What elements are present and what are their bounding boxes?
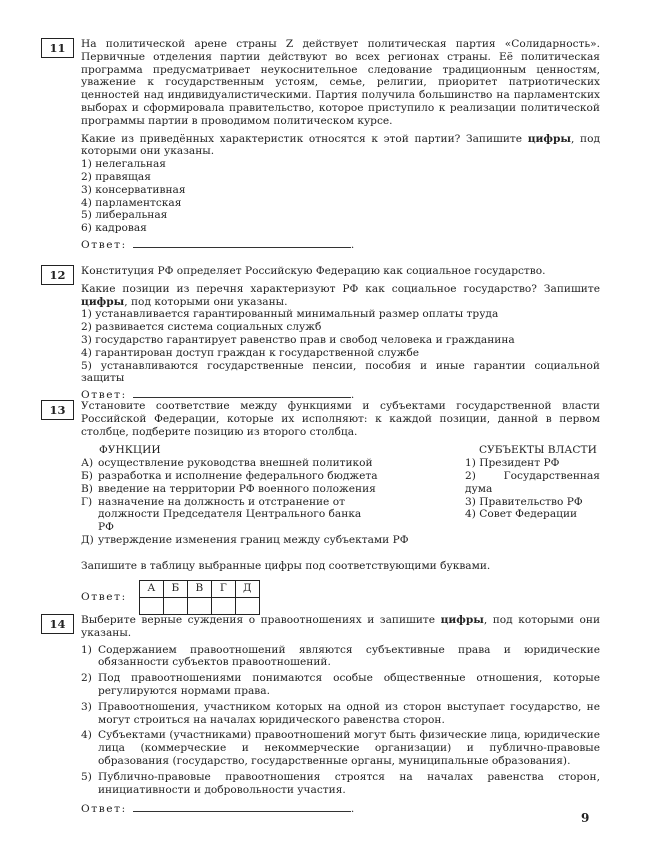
table-answer-cell[interactable] [187, 597, 211, 614]
column-header: ФУНКЦИИ [99, 444, 161, 457]
subject-item: 3) Правительство РФ [465, 495, 583, 508]
functions-column [81, 444, 441, 546]
task-number-box: 12 [41, 265, 74, 285]
option-item: 2) правящая [81, 170, 151, 183]
table-header-cell: В [187, 580, 211, 597]
option-item: 5) либеральная [81, 209, 168, 222]
answer-field[interactable]: Ответ: . [81, 803, 356, 816]
option-item: 4) гарантирован доступ граждан к государственной службе [81, 346, 420, 359]
table-header-cell: Б [163, 580, 187, 597]
table-instruction: Запишите в таблицу выбранные цифры под соответствующими буквами. [81, 559, 491, 572]
task-intro: Установите соответствие между функциями и субъектами государственной власти Российской Федерации, которые их исполняют: к каждой позиции, данной в первом столбце, подберите позицию из второго столбца. [81, 400, 600, 438]
option-item: 3) государство гарантирует равенство прав и свобод человека и гражданина [81, 333, 515, 346]
option-item: 6) кадровая [81, 222, 147, 235]
task-12 [41, 265, 601, 402]
table-header-cell: Г [211, 580, 235, 597]
subjects-column [465, 444, 600, 546]
column-header: СУБЪЕКТЫ ВЛАСТИ [479, 444, 597, 457]
matching-columns [81, 444, 600, 546]
option-item: 5) устанавливаются государственные пенсии, пособия и иные гарантии социальной защиты [81, 359, 600, 385]
table-header-cell: Д [235, 580, 259, 597]
answer-line[interactable] [133, 239, 351, 248]
subject-item: 2) Государственная дума [465, 469, 600, 495]
option-item: 1) нелегальная [81, 158, 166, 171]
answer-table-row: Ответ: А Б В Г Д [81, 580, 600, 615]
function-item: Б) разработка и исполнение федерального бюджета [81, 469, 378, 482]
task-number-box: 11 [41, 38, 74, 58]
options-list [81, 308, 600, 385]
function-item: В) введение на территории РФ военного положения [81, 482, 376, 495]
task-number-box: 14 [41, 614, 74, 634]
options-list [81, 158, 600, 235]
answer-line[interactable] [133, 803, 351, 812]
table-answer-cell[interactable] [163, 597, 187, 614]
table-answer-cell[interactable] [211, 597, 235, 614]
page-number: 9 [581, 811, 590, 825]
function-item: Г) назначение на должность и отстранение от должности Председателя Центрального банка РФ [81, 495, 362, 534]
option-item: 4) парламентская [81, 196, 182, 209]
subject-item: 4) Совет Федерации [465, 508, 578, 521]
statement-item: 2) Под правоотношениями понимаются особые общественные отношения, которые регулируются нормами права. [81, 672, 600, 697]
statement-item: 3) Правоотношения, участником которых на одной из сторон выступает государство, не могут строиться на началах юридического равенства сторон. [81, 700, 600, 726]
option-item: 2) развивается система социальных служб [81, 321, 322, 334]
statement-item: 5) Публично-правовые правоотношения строятся на началах равенства сторон, инициативности и добровольности участия. [81, 770, 600, 796]
task-11 [41, 38, 601, 252]
task-intro: На политической арене страны Z действует политическая партия «Солидарность». Первичные отделения партии действуют во всех регионах страны. Её политическая программа предусматривает неукоснительное следование традиционным ценностям, уважение к государственным устоям, семье, религии, приоритет патриотических ценностей над индивидуалистическими. Партия получила большинство на парламентских выборах и сформировала правительство, которое приступило к реализации политической программы партии в проводимом политическом курсе. [81, 38, 600, 127]
subject-item: 1) Президент РФ [465, 457, 560, 470]
answer-line[interactable] [133, 389, 351, 398]
task-13 [41, 400, 601, 615]
task-question: Какие из приведённых характеристик относятся к этой партии? Запишите цифры, под которыми они указаны. [81, 132, 600, 158]
statement-item: 1) Содержанием правоотношений являются субъективные права и юридические обязанности субъектов правоотношений. [81, 643, 600, 669]
table-header-cell: А [139, 580, 163, 597]
task-intro: Конституция РФ определяет Российскую Федерацию как социальное государство. [81, 265, 546, 277]
task-number-box: 13 [41, 400, 74, 420]
answer-field[interactable]: Ответ: . [81, 238, 356, 251]
task-question: Выберите верные суждения о правоотношениях и запишите цифры, под которыми они указаны. [81, 614, 600, 639]
function-item: А) осуществление руководства внешней политикой [81, 457, 373, 470]
task-14 [41, 614, 601, 816]
answer-field[interactable]: Ответ: . [81, 389, 356, 402]
function-item: Д) утверждение изменения границ между субъектами РФ [81, 533, 409, 546]
table-answer-cell[interactable] [235, 597, 259, 614]
option-item: 3) консервативная [81, 183, 186, 196]
task-question: Какие позиции из перечня характеризуют РФ как социальное государство? Запишите цифры, под которыми они указаны. [81, 282, 600, 308]
statement-item: 4) Субъектами (участниками) правоотношений могут быть физические лица, юридические лица (коммерческие и некоммерческие организации) и публично-правовые образования (государство, государственные органы, муниципальные образования). [81, 729, 600, 767]
table-answer-cell[interactable] [139, 597, 163, 614]
answer-table [139, 580, 260, 615]
option-item: 1) устанавливается гарантированный минимальный размер оплаты труда [81, 308, 499, 321]
